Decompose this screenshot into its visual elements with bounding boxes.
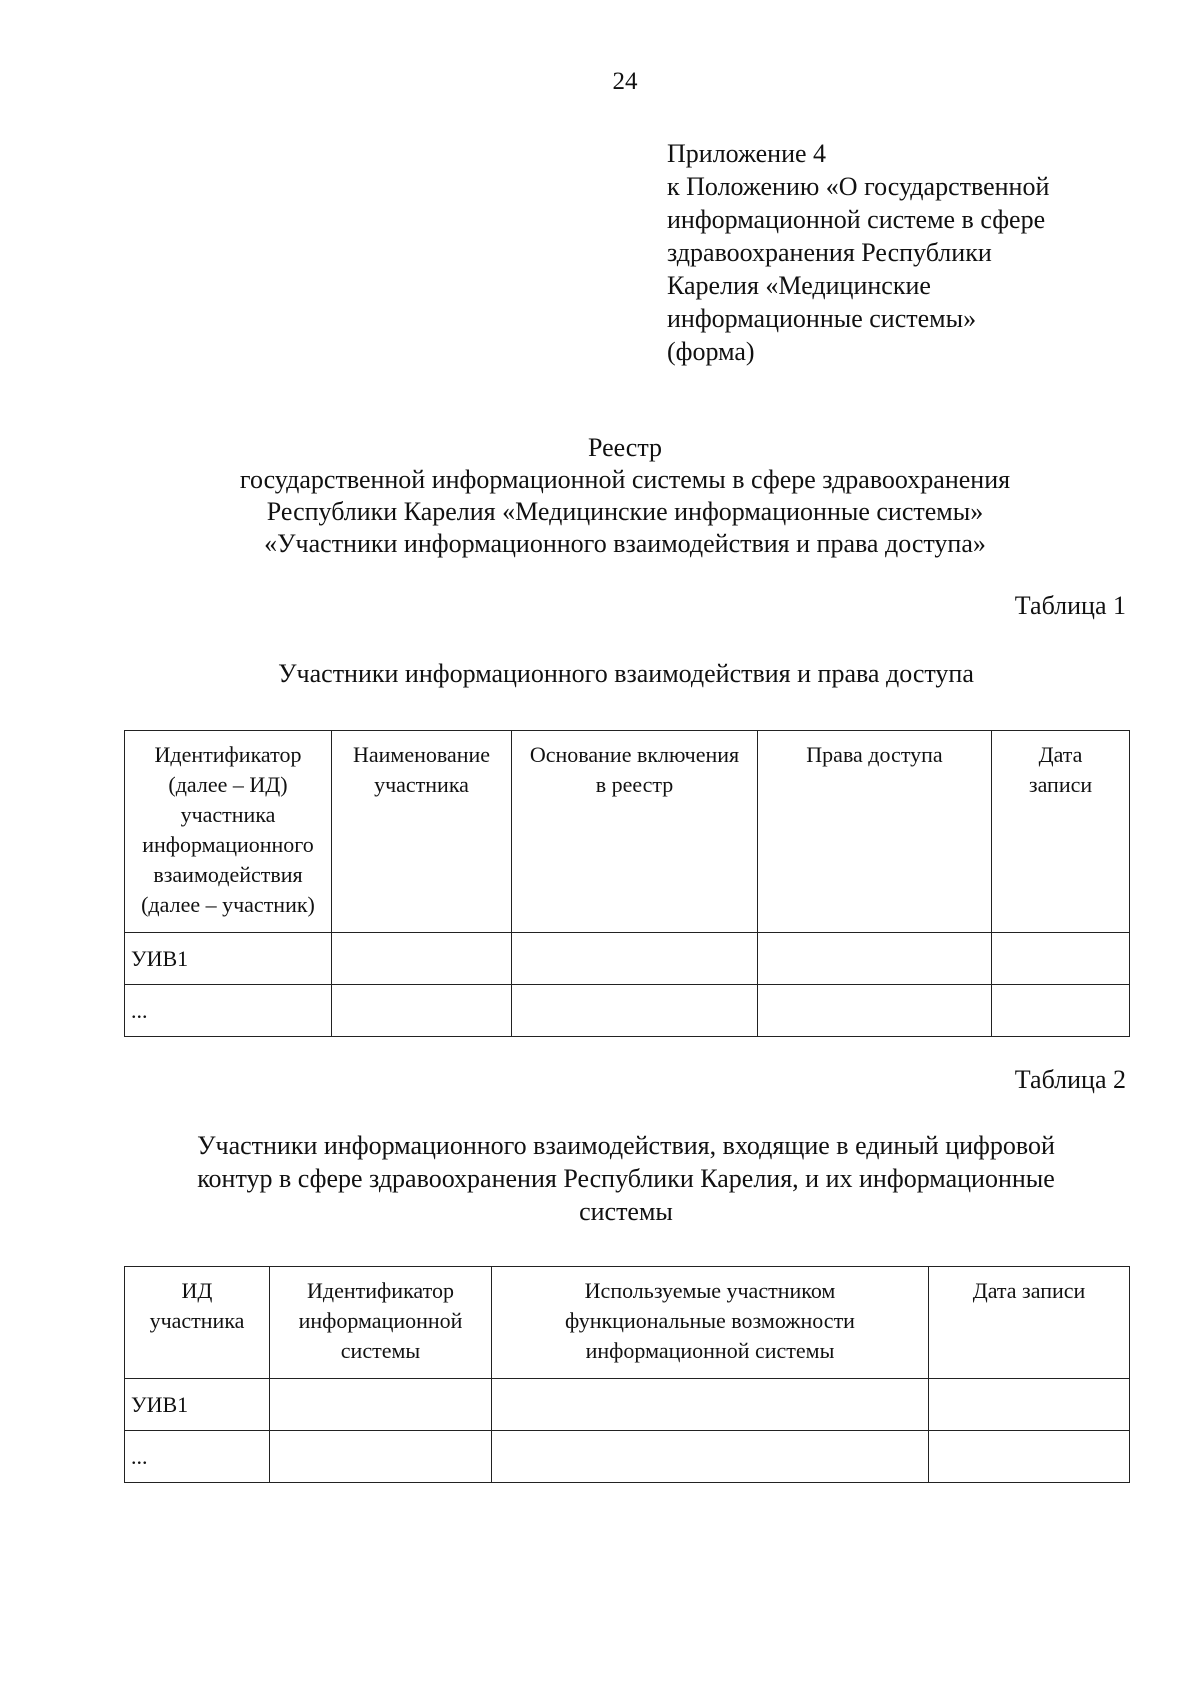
appendix-line: Приложение 4 xyxy=(667,139,827,168)
appendix-note xyxy=(667,137,1187,368)
table2-caption xyxy=(124,1129,1128,1228)
appendix-line: информационной системе в сфере xyxy=(667,205,1046,234)
table-cell xyxy=(270,1431,492,1483)
table-row xyxy=(125,985,1130,1037)
header-line: Идентификатор xyxy=(307,1278,454,1303)
header-line: (далее – ИД) xyxy=(168,772,288,797)
header-line: взаимодействия xyxy=(153,862,303,887)
table1-header-cell xyxy=(758,731,992,933)
header-line: (далее – участник) xyxy=(141,892,315,917)
appendix-line: Карелия «Медицинские xyxy=(667,271,931,300)
appendix-line: здравоохранения Республики xyxy=(667,238,992,267)
table1-caption xyxy=(124,657,1128,690)
table1-header-row xyxy=(125,731,1130,933)
appendix-line: к Положению «О государственной xyxy=(667,172,1050,201)
table-cell xyxy=(992,933,1130,985)
table-cell xyxy=(929,1379,1130,1431)
table2-header-row xyxy=(125,1267,1130,1379)
table-cell xyxy=(929,1431,1130,1483)
table-row xyxy=(125,933,1130,985)
table-cell: ... xyxy=(125,985,332,1037)
header-line: Дата записи xyxy=(972,1278,1086,1303)
table2-header-cell xyxy=(929,1267,1130,1379)
table1-participants xyxy=(124,730,1130,1037)
table2-caption-line: контур в сфере здравоохранения Республики Карелия, и их информационные xyxy=(197,1164,1055,1193)
page-number: 24 xyxy=(612,68,638,95)
table-row xyxy=(125,1431,1130,1483)
table2-caption-line: Участники информационного взаимодействия, входящие в единый цифровой xyxy=(197,1131,1055,1160)
table1-caption-text: Участники информационного взаимодействия и права доступа xyxy=(278,659,974,688)
header-line: участника xyxy=(374,772,469,797)
table-cell: УИВ1 xyxy=(125,933,332,985)
table2-header-cell xyxy=(125,1267,270,1379)
table1-header-cell xyxy=(125,731,332,933)
table-cell xyxy=(758,933,992,985)
table-cell xyxy=(332,985,512,1037)
header-line: Наименование xyxy=(352,742,491,767)
table-row xyxy=(125,1379,1130,1431)
header-line: участника xyxy=(180,802,276,827)
table2-information-systems xyxy=(124,1266,1130,1483)
table-cell xyxy=(492,1379,929,1431)
header-line: информационной системы xyxy=(585,1338,835,1363)
table-cell: УИВ1 xyxy=(125,1379,270,1431)
table2-header-cell xyxy=(270,1267,492,1379)
header-line: системы xyxy=(340,1338,421,1363)
appendix-line: информационные системы» xyxy=(667,304,977,333)
registry-title-line: государственной информационной системы в сфере здравоохранения xyxy=(239,465,1011,494)
header-line: ИД xyxy=(181,1278,213,1303)
registry-title-line: Республики Карелия «Медицинские информационные системы» xyxy=(266,497,984,526)
header-line: Дата xyxy=(1038,742,1083,767)
table-cell xyxy=(270,1379,492,1431)
header-line: Идентификатор xyxy=(154,742,302,767)
table-cell xyxy=(492,1431,929,1483)
header-line: в реестр xyxy=(595,772,674,797)
header-line: Используемые участником xyxy=(584,1278,836,1303)
table1-label: Таблица 1 xyxy=(1014,591,1126,620)
table-cell xyxy=(512,933,758,985)
registry-title-line: «Участники информационного взаимодействия и права доступа» xyxy=(264,529,986,558)
table-cell xyxy=(758,985,992,1037)
table2-caption-line: системы xyxy=(579,1197,673,1226)
table2-label: Таблица 2 xyxy=(1014,1065,1126,1094)
appendix-line: (форма) xyxy=(667,337,755,366)
table-cell xyxy=(992,985,1130,1037)
table1-header-cell xyxy=(992,731,1130,933)
table1-header-cell xyxy=(512,731,758,933)
table2-header-cell xyxy=(492,1267,929,1379)
table-cell xyxy=(332,933,512,985)
header-line: информационного xyxy=(142,832,314,857)
header-line: Основание включения xyxy=(529,742,740,767)
header-line: участника xyxy=(149,1308,245,1333)
table-cell xyxy=(512,985,758,1037)
header-line: информационной xyxy=(298,1308,463,1333)
header-line: функциональные возможности xyxy=(565,1308,855,1333)
header-line: Права доступа xyxy=(806,742,943,767)
registry-title-line: Реестр xyxy=(587,433,663,462)
registry-title xyxy=(100,432,1150,560)
table1-header-cell xyxy=(332,731,512,933)
table-cell: ... xyxy=(125,1431,270,1483)
header-line: записи xyxy=(1028,772,1093,797)
